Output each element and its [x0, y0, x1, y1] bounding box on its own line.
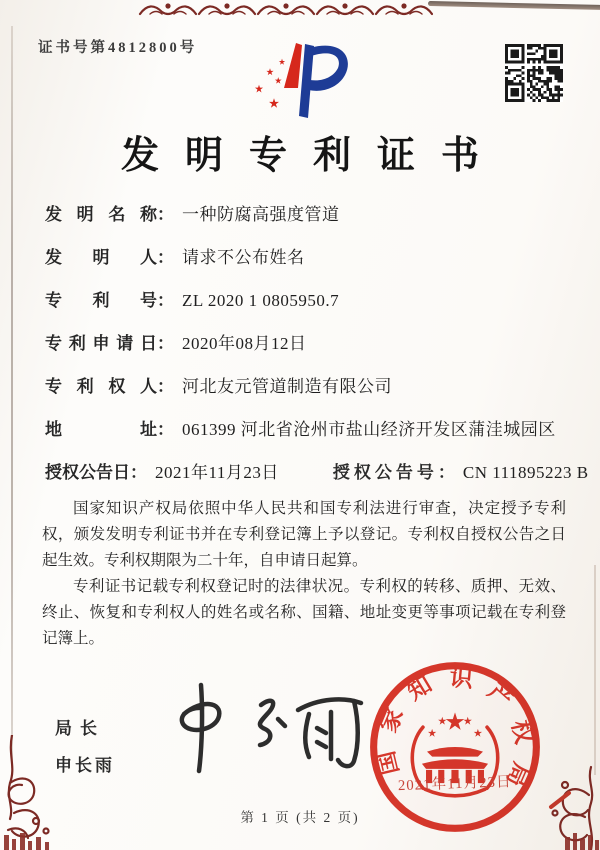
field-label: 地址 [45, 420, 157, 439]
legal-paragraph-2: 专利证书记载专利权登记时的法律状况。专利权的转移、质押、无效、终止、恢复和专利权人的姓名或名称、国籍、地址变更等事项记载在专利登记簿上。 [42, 578, 566, 648]
legal-text [42, 496, 566, 652]
grant-number-value: CN 111895223 B [462, 463, 589, 482]
field-address: 地址 ： 061399 河北省沧州市盐山经济开发区蒲洼城园区 [45, 418, 572, 442]
qr-code-icon [505, 44, 563, 102]
field-label: 专利权人 [45, 377, 157, 396]
field-label: 发明名称 [45, 205, 157, 224]
legal-paragraph-1: 国家知识产权局依照中华人民共和国专利法进行审查，决定授予专利权，颁发发明专利证书并在专利登记簿上予以登记。专利权自授权公告之日起生效。专利权期限为二十年，自申请日起算。 [42, 500, 566, 570]
paper-right-edge [594, 565, 596, 775]
field-label: 授权公告号 [332, 463, 438, 482]
certificate-title: 发明专利证书 [120, 135, 505, 177]
seal-date: 2021年11月23日 [397, 774, 513, 795]
field-value: 一种防腐高强度管道 [182, 205, 340, 224]
field-label: 发明人 [45, 248, 157, 267]
field-value: 2020年08月12日 [182, 334, 307, 353]
page-number: 第 1 页 (共 2 页) [240, 810, 360, 825]
signer-title: 局长 [55, 719, 105, 738]
field-value: 河北友元管道制造有限公司 [182, 377, 392, 396]
top-border-ornament [138, 0, 433, 16]
signer-name: 申长雨 [55, 756, 115, 775]
bottom-left-border-ornament [0, 735, 75, 850]
field-label: 专利号 [45, 291, 157, 310]
field-value: 061399 河北省沧州市盐山经济开发区蒲洼城园区 [182, 420, 556, 439]
field-patent-number: 专利号 ： ZL 2020 1 0805950.7 [45, 289, 572, 313]
handwritten-signature [148, 672, 388, 787]
field-grant-number: 授权公告号 ： CN 111895223 B [333, 461, 589, 485]
field-patentee: 专利权人 ： 河北友元管道制造有限公司 [45, 375, 572, 399]
seal-ring-text: 国家知识产权局 [373, 665, 537, 791]
field-value: 请求不公布姓名 [182, 248, 305, 267]
grant-date-value: 2021年11月23日 [155, 463, 279, 482]
field-inventor: 发明人 ： 请求不公布姓名 [45, 246, 572, 270]
paper-top-edge-line [428, 1, 600, 10]
field-label: 专利申请日 [45, 334, 157, 353]
bottom-right-border-ornament [525, 755, 600, 850]
certificate-fields [45, 203, 589, 504]
cnipa-patent-logo-icon [248, 42, 363, 120]
field-value: ZL 2020 1 0805950.7 [182, 291, 340, 310]
field-filing-date: 专利申请日 ： 2020年08月12日 [45, 332, 572, 356]
field-label: 授权公告日 [45, 463, 130, 482]
field-invention-name: 发明名称 ： 一种防腐高强度管道 [45, 203, 572, 227]
certificate-number: 证书号第4812800号 [38, 40, 198, 56]
field-grant-row: 授权公告日 ： 2021年11月23日 授权公告号 ： CN 111895223 B [45, 461, 572, 485]
